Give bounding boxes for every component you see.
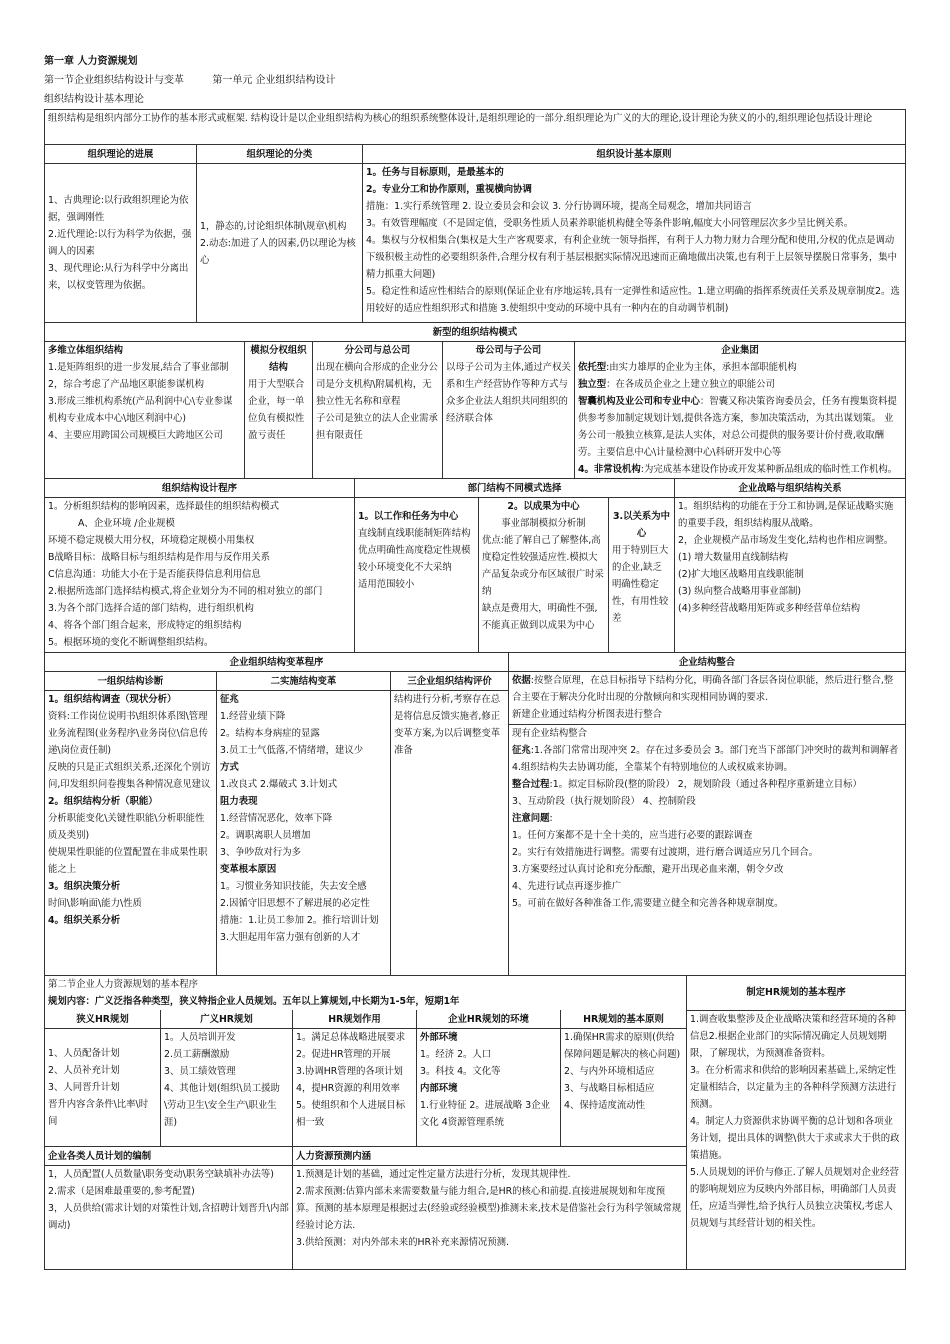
existing-line (512, 810, 902, 827)
basis-value: :按整合原理，在总目标指导下结构分化，明确各部门各层各岗位职能，然后进行整合,整合主要在于解决分化时出现的分散倾向和实现相同协调的要求. (512, 675, 894, 703)
dept-header: 部门结构不同模式选择 (355, 479, 675, 498)
hr-role-line: 4，提HR资源的利用效率 (296, 1083, 400, 1094)
hr-forecast-header: 人力资源预测内涵 (293, 1147, 687, 1166)
dept-task-cell (355, 498, 479, 653)
eval-line: 结构进行分析,考察存在总是将信息反馈实施者,修正变革方案,为以后调整变革准备 (394, 694, 501, 756)
strategy-line: (4)多种经营战略用矩阵或多种经营单位结构 (678, 603, 861, 614)
group-key: 4。非常设机构 (578, 464, 641, 475)
strategy-line: (3) 纵向整合战略用事业部制) (678, 586, 802, 597)
diag-line: 反映的只是正式组织关系,还深化个别访问,印发组织问卷搜集各种情况意见建议 (48, 762, 211, 790)
multi-line: 1.是矩阵组织的进一步发展,结合了事业部制 (48, 362, 229, 373)
principle-line: 措施：1.实行系统管理 2. 设立委员会和会议 3. 分行协调环境，提高全局观念，增加共同语言 (366, 201, 752, 212)
dept-relation-cell (609, 498, 675, 653)
hr-staff-header: 企业各类人员计划的编制 (45, 1147, 293, 1166)
basis-line (512, 672, 902, 706)
integration-cell (509, 672, 906, 976)
principle-line: 3。有效管理幅度（不是固定值，受职务性质人员素养职能机构健全等条件影响,幅度大小同管理层次多少呈比例关系。 (366, 218, 854, 229)
hr-role-line: 2。促进HR管理的开展 (296, 1049, 391, 1060)
hr-basic-line: 3、与战略目标相适应 (564, 1083, 655, 1094)
strategy-cell (675, 498, 906, 653)
design-principles-header: 组织设计基本原则 (363, 145, 906, 164)
hr-staff-line: 3，人员供给(需求计划的对策性计划,含招聘计划晋升\内部调动) (48, 1203, 289, 1231)
group-line (578, 359, 902, 376)
new-models-table (44, 323, 906, 479)
integration-basis (509, 672, 905, 725)
diag-line: 使规果性职能的位置配置在非成果性职能之上 (48, 847, 208, 875)
hr-broad-header: 广义HR规划 (161, 1010, 293, 1029)
impl-line: 1.经营业绩下降 (220, 711, 286, 722)
dept-relation-header: 3.以关系为中心 (613, 511, 670, 539)
multi-line: 4、主要应用跨国公司规模巨大跨地区公司 (48, 430, 223, 441)
hr-env-line: 1。经济 2。人口 (420, 1049, 492, 1060)
existing-line (512, 742, 902, 759)
impl-line: 3.大胆起用年富力强有创新的人才 (220, 932, 361, 943)
existing-line: 3、互动阶段（执行规划阶段） 4、控制阶段 (512, 796, 696, 807)
group-value: :为完成基本建设作协或开发某种新品组成的临时性工作机构。 (640, 464, 898, 475)
sim-header: 模拟分权组织结构 (250, 345, 307, 373)
existing-line: 4、先进行试点再逐步推广 (512, 881, 622, 892)
hr-basic-line: 4、保持适度流动性 (564, 1100, 645, 1111)
diag-line: 分析职能变化\关键性职能\分析职能性质及类别) (48, 813, 205, 841)
impl-line: 2。调职离职人员增加 (220, 830, 311, 841)
existing-line: 2。实行有效措施进行调整。需要有过渡期，进行磨合调适应另几个回合。 (512, 847, 818, 858)
impl-line: 3.员工士气低落,不情绪增，建议少 (220, 745, 364, 756)
existing-line: 4.组织结构失去协调功能，全靠某个有特别地位的人或权威来协调。 (512, 762, 793, 773)
strategy-header: 企业战略与组织结构关系 (675, 479, 906, 498)
design-proc-table (44, 479, 906, 653)
hr-env-cell (417, 1029, 561, 1147)
theory-progress-cell (45, 164, 197, 323)
new-models-title: 新型的组织结构模式 (45, 323, 906, 342)
hr-role-line: 5。使组织和个人进展目标相一致 (296, 1100, 406, 1128)
theory-progress-header: 组织理论的进展 (45, 145, 197, 164)
group-line (578, 376, 902, 393)
strategy-line: (2)扩大地区战略用直线职能制 (678, 569, 804, 580)
dept-task-line: 适用范围较小 (358, 579, 415, 590)
existing-line (512, 776, 902, 793)
group-value: ：在各成员企业之上建立独立的职能公司 (606, 379, 775, 390)
hr-basic-header: HR规划的基本原则 (561, 1010, 687, 1029)
hr-broad-line: 4、其他计划(组织\员工援助\劳动卫生\安全生产\职业生涯) (164, 1083, 280, 1128)
hr-proc-line: 1.调查收集整涉及企业战略决策和经营环境的各种信息2.根据企业部门的实际情况确定人员规划期限，了解现状，为预测准备资料。 (690, 1013, 896, 1059)
impl-line: 变革根本原因 (220, 864, 277, 875)
hr-staff-line: 1，人员配置(人员数量\职务变动\职务空缺填补办法等) (48, 1169, 274, 1180)
group-cell (575, 342, 906, 479)
proc-line: 1。分析组织结构的影响因素，选择最佳的组织结构模式 (48, 501, 279, 512)
diag-line: 4。组织关系分析 (48, 915, 121, 926)
class-line: 1，静态的,讨论组织体制\规章\机构 (200, 220, 347, 232)
branch-line: 出现在横向合形成的企业分公司是分支机构\附属机构，无独立性无名称和章程 (316, 362, 438, 407)
hr-forecast-line: 1.预测是计划的基础，通过定性定量方法进行分析，发现其规律性. (296, 1169, 571, 1180)
hr-narrow-cell (45, 1029, 161, 1147)
diag-header: 一组织结构诊断 (45, 672, 217, 691)
group-line (578, 393, 902, 461)
integration-header: 企业结构整合 (509, 653, 906, 672)
impl-line: 1.改良式 2.爆破式 3.计划式 (220, 779, 338, 790)
section-line (44, 71, 906, 90)
hr-forecast-cell (293, 1166, 687, 1270)
strategy-line: 1。组织结构的功能在于分工和协调,是保证战略实施的重要手段，组织结构服从战略。 (678, 501, 894, 529)
multi-line: 3.形成三维机构系统(产品利润中心\专业参谋机构专业成本中心\地区利润中心) (48, 396, 233, 424)
progress-line: 2.近代理论:以行为科学为依据，强调人的因素 (48, 229, 192, 257)
parent-header: 母公司与子公司 (475, 345, 542, 356)
diag-line: 2。组织结构分析（职能） (48, 796, 158, 807)
diag-line: 1。组织结构调查（现状分析） (48, 694, 177, 705)
principles-cell (363, 164, 906, 323)
existing-key: 征兆 (512, 745, 531, 756)
change-title: 企业组织结构变革程序 (45, 653, 509, 672)
hr-proc-line: 4。制定人力资源供求协调平衡的总计划和各项业务计划，提出具体的调整\供大于求或求大于供的政策措施。 (690, 1115, 900, 1161)
existing-value: : (549, 813, 553, 824)
integration-existing (509, 725, 905, 912)
hr-proc-header: 制定HR规划的基本程序 (687, 976, 906, 1010)
hr-staff-line: 2.需求（是困难最重要的,参考配置) (48, 1186, 195, 1197)
basis-key: 依据 (512, 675, 531, 686)
basis-line: 新建企业通过结构分析图表进行整合 (512, 709, 663, 720)
impl-line: 2.因循守旧思想不了解进展的必定性 (220, 898, 370, 909)
hr-narrow-line: 2、人员补充计划 (48, 1065, 120, 1076)
proc-line: C信息沟通：功能大小在于是否能获得信息利用信息 (48, 569, 261, 580)
parent-line: 以母子公司为主体,通过产权关系和生产经营协作等种方式与众多企业法人组织共同组织的经济联合体 (446, 362, 571, 424)
hr-role-cell (293, 1029, 417, 1147)
impl-line: 征兆 (220, 694, 239, 705)
hr-proc-line: 3。在分析需求和供给的影响因素基础上,采纳定性定量相结合，以定量为主的各种科学预测方法进行预测。 (690, 1064, 897, 1110)
group-line (578, 461, 902, 478)
design-proc-cell (45, 498, 355, 653)
hr-broad-line: 1。人员培训开发 (164, 1032, 236, 1043)
hr-env-line: 外部环境 (420, 1032, 458, 1043)
existing-line: 3.方案要经过认真讨论和充分酝酿，避开出现必血来潮，朝令夕改 (512, 864, 784, 875)
hr-basic-line: 1.确保HR需求的原则(供给保障问题是解决的核心问题) (564, 1032, 681, 1060)
hr-env-line: 1.行业特征 2。进展战略 3企业文化 4资源管理系统 (420, 1100, 550, 1128)
eval-cell (391, 691, 509, 976)
diag-line: 3。组织决策分析 (48, 881, 121, 892)
group-key: 依托型 (578, 362, 607, 373)
hr-forecast-line: 3.供给预测：对内外部未来的HR补充来源情况预测. (296, 1237, 509, 1248)
branch-header: 分公司与总公司 (344, 345, 411, 356)
design-proc-header: 组织结构设计程序 (45, 479, 355, 498)
sim-line: 用于大型联合企业，每一单位负有模拟性盈亏责任 (248, 379, 305, 441)
principle-line: 1。任务与目标原则，是最基本的 (366, 167, 504, 178)
hr-content-line: 规划内容：广义泛指各种类型，狭义特指企业人员规划。五年以上算规划,中长期为1-5年，短期1年 (48, 996, 460, 1007)
subtitle: 组织结构设计基本理论 (44, 94, 144, 105)
hr-forecast-line: 2.需求预测:估算内部未来需要数量与能力组合,是HR的核心和前提.直接进展规划和年度预算。预测的基本原理是根据过去(经验或经验模型)推测未来,技术是借鉴社会行为科学领域常规经验讨论方法. (296, 1186, 682, 1231)
dept-task-line: 直线制直线职能制矩阵结构 (358, 528, 471, 539)
change-table (44, 653, 906, 976)
existing-line: 5。可前在做好各种准备工作,需要建立健全和完善各种规章制度。 (512, 898, 784, 909)
principle-line: 5。稳定性和适应性相结合的原则(保证企业有序地运转,具有一定弹性和适应性。1.建立明确的指挥系统责任关系及规章制度2。选用较好的适应性组织形式和措施 3.使组织中变动的环境中具有一种内在的自动调节机制) (366, 286, 900, 314)
proc-line: 4、将各个部门组合起来，形成特定的组织结构 (48, 620, 242, 631)
hr-narrow-line: 3、人同晋升计划 (48, 1082, 120, 1093)
existing-key: 注意问题 (512, 813, 550, 824)
dept-result-line: 优点:能了解自己了解整体,高度稳定性较强适应性.模拟大产品复杂或分布区域很广时采纳 (482, 535, 604, 597)
group-key: 智囊机构及业公司和专业中心 (578, 396, 700, 407)
dept-result-header: 2。以成果为中心 (507, 501, 580, 512)
hr-narrow-line: 晋升内容含条件\比率\时间 (48, 1099, 149, 1127)
multi-dim-cell (45, 342, 245, 479)
group-value: :由实力雄厚的企业为主体，承担本部职能机构 (606, 362, 797, 373)
proc-line: 2.根据所选部门选择结构模式,将企业划分为不同的相对独立的部门 (48, 586, 323, 597)
branch-line: 子公司是独立的法人企业需承担有限责任 (316, 413, 438, 441)
hr-broad-line: 2.员工薪酬激励 (164, 1049, 230, 1060)
document-header (44, 52, 906, 109)
hr-intro-cell (45, 976, 687, 1010)
group-header: 企业集团 (721, 345, 759, 356)
existing-line: 1。任何方案都不是十全十美的，应当进行必要的跟踪调查 (512, 830, 753, 841)
principle-line: 2。专业分工和协作原则，重视横向协调 (366, 184, 532, 195)
diag-line: 资料:工作岗位说明书\组织体系图\管理业务流程图(业务程序\业务岗位\信息传递\岗位责任制) (48, 711, 208, 756)
unit-title: 第一单元 企业组织结构设计 (212, 75, 336, 86)
impl-line: 1。习惯业务知识技能，失去安全感 (220, 881, 367, 892)
dept-task-line: 优点明确性高度稳定性规模较小环境变化不大采纳 (358, 545, 471, 573)
hr-env-header: 企业HR规划的环境 (417, 1010, 561, 1029)
impl-line: 2。结构本身病症的显露 (220, 728, 320, 739)
hr-env-line: 内部环境 (420, 1083, 458, 1094)
intro-text: 组织结构是组织内部分工协作的基本形式或框架. 结构设计是以企业组织结构为核心的组织系统整体设计,是组织理论的一部分.组织理论为广义的大的理论,设计理论为狭义的小的,组织理论包括设计理论 (45, 110, 906, 145)
hr-broad-cell (161, 1029, 293, 1147)
hr-table (44, 976, 906, 1270)
strategy-line: (1) 增大数量用直线制结构 (678, 552, 789, 563)
hr-section-title: 第二节企业人力资源规划的基本程序 (48, 979, 199, 990)
hr-env-line: 3。科技 4。文化等 (420, 1066, 501, 1077)
group-value: ：智囊又称决策咨询委员会，任务有搜集资料提供参考参加制定规划计划,提供各选方案，参加决策活动，为其出谋划策。 业务公司一般独立核算,是法人实体，对总公司提供的服务要计价付费,收取酬劳。主要信息中心\计量检测中心\科研开发中心等 (578, 396, 897, 458)
theory-class-header: 组织理论的分类 (197, 145, 363, 164)
principle-line: 4。集权与分权相集合(集权是大生产客观要求，有利企业统一领导指挥，有利于人力物力财力合理分配和使用,分权的优点是调动下级积极主动性的必要组织条件,合理分权有利于基层根据实际情况迅速而正确地做出决策,也有利于上层领导摆脱日常事务，集中精力抓重大问题) (366, 235, 897, 280)
dept-task-header: 1。以工作和任务为中心 (358, 511, 459, 522)
branch-cell (313, 342, 443, 479)
dept-result-line: 缺点是费用大，明确性不强,不能真正做到以成果为中心 (482, 603, 598, 631)
theory-table (44, 109, 906, 323)
impl-line: 措施：1.让员工参加 2。推行培训计划 (220, 915, 379, 926)
progress-line: 1、古典理论:以行政组织理论为依据，强调刚性 (48, 195, 189, 223)
existing-value: :1。拟定目标阶段(整的阶段） 2，规划阶段（通过各种程序重新建立目标） (549, 779, 862, 790)
existing-line: 现有企业结构整合 (512, 728, 588, 739)
diag-line: 时间\影响面\能力\性质 (48, 898, 142, 909)
proc-line: B战略目标：战略目标与组织结构是作用与反作用关系 (48, 552, 271, 563)
progress-line: 3、现代理论:从行为科学中分离出来，以权变管理为依据。 (48, 263, 189, 291)
hr-narrow-header: 狭义HR规划 (45, 1010, 161, 1029)
proc-line: A、企业环境 /企业规模 (78, 518, 175, 529)
multi-line: 2，综合考虑了产品地区职能参谋机构 (48, 379, 204, 390)
document-page (44, 52, 906, 1270)
hr-proc-line: 5.人员规划的评价与修正.了解人员规划对企业经营的影响规划应为反映内外部目标，明确部门人员责任，应适当弹性,给予执行人员独立决策权,考虑人员规划与其经营计划的相关性。 (690, 1166, 899, 1229)
chapter-title: 第一章 人力资源规划 (44, 56, 138, 67)
strategy-line: 2，企业规模产品市场发生变化,结构也作相应调整。 (678, 535, 894, 546)
hr-basic-line: 2、与内外环境相适应 (564, 1066, 655, 1077)
hr-narrow-line: 1、人员配备计划 (48, 1048, 120, 1059)
hr-staff-cell (45, 1166, 293, 1270)
hr-basic-cell (561, 1029, 687, 1147)
parent-cell (443, 342, 575, 479)
existing-value: :1.各部门常常出现冲突 2。存在过多委员会 3。部门充当下部部门冲突时的裁判和调解者 (530, 745, 899, 756)
impl-cell (217, 691, 391, 976)
dept-result-line: 事业部制模拟分析制 (501, 518, 586, 529)
multi-dim-header: 多维立体组织结构 (48, 345, 124, 356)
hr-role-header: HR规划作用 (293, 1010, 417, 1029)
dept-result-cell (479, 498, 609, 653)
impl-header: 二实施结构变革 (217, 672, 391, 691)
impl-line: 方式 (220, 762, 239, 773)
section-title: 第一节企业组织结构设计与变革 (44, 75, 184, 86)
theory-class-cell (197, 164, 363, 323)
impl-line: 3、争吵敌对行为多 (220, 847, 301, 858)
group-key: 独立型 (578, 379, 607, 390)
existing-key: 整合过程 (512, 779, 550, 790)
dept-relation-line: 用于特别巨大的企业,缺乏明确性稳定性，有用性较差 (612, 545, 669, 624)
impl-line: 阻力表现 (220, 796, 258, 807)
impl-line: 1.经营情况恶化，效率下降 (220, 813, 333, 824)
hr-role-line: 1。满足总体战略进展要求 (296, 1032, 406, 1043)
proc-line: 环境不稳定规模大用分权，环境稳定规模小用集权 (48, 535, 255, 546)
hr-proc-cell (687, 1010, 906, 1270)
proc-line: 5。根据环境的变化不断调整组织结构。 (48, 637, 214, 648)
eval-header: 三企业组织结构评价 (391, 672, 509, 691)
hr-role-line: 3.协调HR管理的各项计划 (296, 1066, 403, 1077)
hr-broad-line: 3、员工绩效管理 (164, 1066, 236, 1077)
proc-line: 3.为各个部门选择合适的部门结构，进行组织机构 (48, 603, 254, 614)
sim-cell (245, 342, 313, 479)
class-line: 2.动态:加进了人的因素,仍以理论为核心 (200, 237, 356, 266)
diag-cell (45, 691, 217, 976)
